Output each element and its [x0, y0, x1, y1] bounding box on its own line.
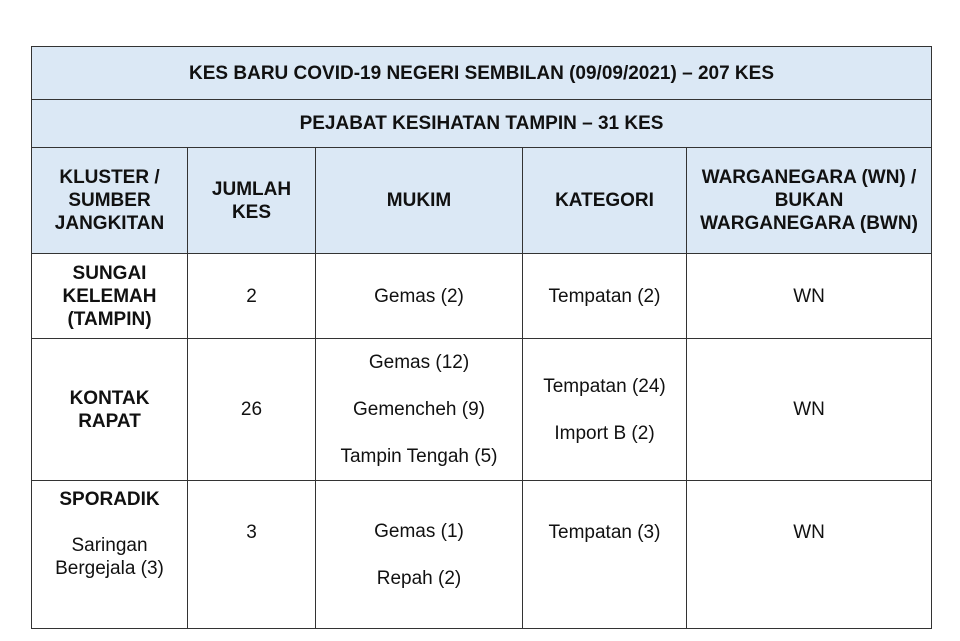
mukim-cell — [316, 254, 523, 339]
mukim-item: Tampin Tengah (5) — [340, 446, 498, 467]
subtitle-row — [32, 100, 932, 148]
mukim-item: Repah (2) — [376, 567, 462, 589]
mukim-cell — [316, 339, 523, 481]
kluster-cell: SUNGAI KELEMAH (TAMPIN) — [32, 254, 188, 339]
mukim-item: Gemas (2) — [374, 285, 464, 307]
header-warganegara: WARGANEGARA (WN) / BUKAN WARGANEGARA (BWN) — [687, 148, 932, 254]
title-row — [32, 47, 932, 100]
kluster-detail: Saringan Bergejala (3) — [55, 535, 164, 579]
jumlah-cell: 3 — [188, 481, 316, 629]
wn-cell: WN — [687, 254, 932, 339]
kategori-cell — [523, 254, 687, 339]
kategori-item: Tempatan (24) — [543, 375, 666, 397]
kategori-item: Tempatan (2) — [548, 285, 661, 307]
jumlah-cell: 26 — [188, 339, 316, 481]
kategori-cell — [523, 339, 687, 481]
kategori-item: Tempatan (3) — [548, 522, 661, 543]
table-row — [32, 254, 932, 339]
report-title: KES BARU COVID-19 NEGERI SEMBILAN (09/09/2021) – 207 KES — [32, 47, 932, 100]
kategori-cell — [523, 481, 687, 629]
mukim-cell — [316, 481, 523, 629]
header-row — [32, 148, 932, 254]
table-row — [32, 481, 932, 629]
case-report-sheet — [31, 46, 931, 629]
table-row — [32, 339, 932, 481]
kluster-cell — [32, 481, 188, 629]
kategori-item: Import B (2) — [554, 422, 655, 444]
kluster-cell: KONTAK RAPAT — [32, 339, 188, 481]
jumlah-cell: 2 — [188, 254, 316, 339]
mukim-item: Gemas (1) — [374, 520, 464, 542]
mukim-item: Gemencheh (9) — [352, 399, 485, 420]
header-mukim: MUKIM — [316, 148, 523, 254]
kluster-name: SPORADIK — [59, 489, 160, 510]
wn-cell: WN — [687, 339, 932, 481]
case-table — [31, 46, 932, 629]
wn-cell: WN — [687, 481, 932, 629]
header-jumlah: JUMLAH KES — [188, 148, 316, 254]
header-kluster: KLUSTER / SUMBER JANGKITAN — [32, 148, 188, 254]
header-kategori: KATEGORI — [523, 148, 687, 254]
mukim-item: Gemas (12) — [368, 352, 470, 373]
report-subtitle: PEJABAT KESIHATAN TAMPIN – 31 KES — [32, 100, 932, 148]
